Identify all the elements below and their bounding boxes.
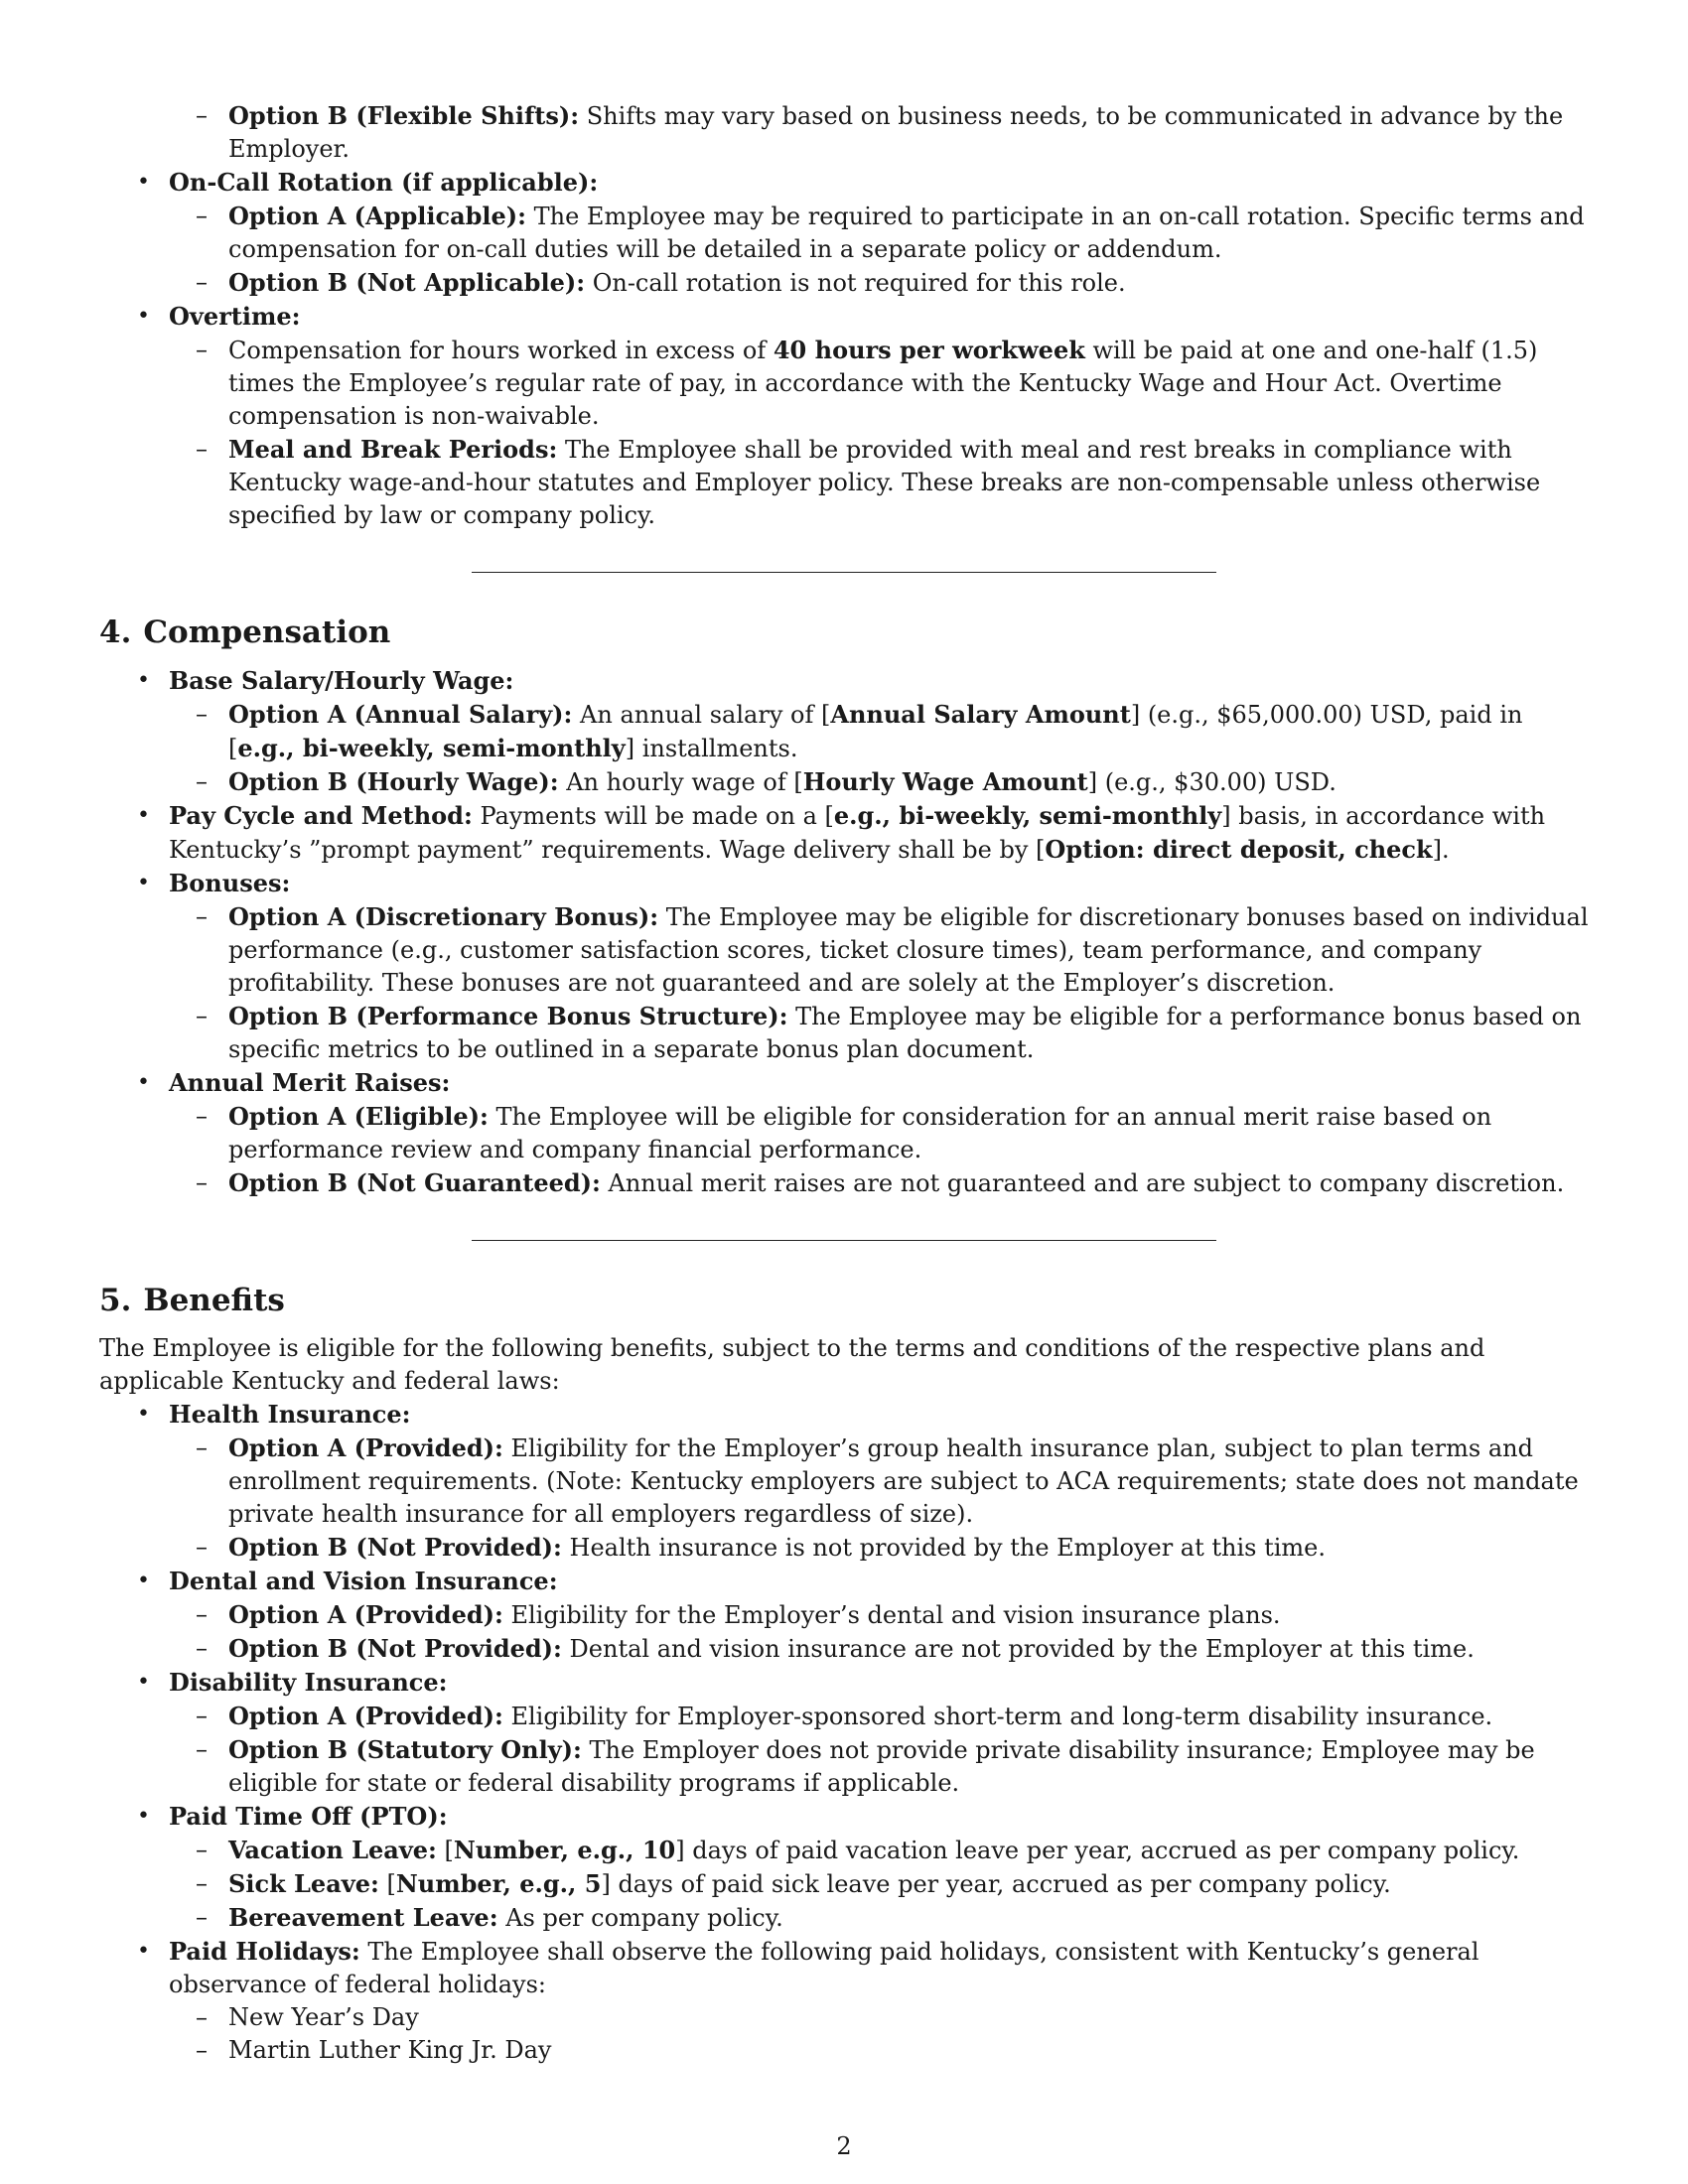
item-text: The Employee shall observe the following paid holidays, consistent with Kentucky’s general observance of federal holidays:	[169, 1938, 1479, 1998]
list-item	[99, 664, 1589, 698]
item-label: Bonuses:	[169, 869, 291, 897]
item-text: will be paid at one and one-half (1.5) times the Employee’s regular rate of pay, in accordance with the Kentucky Wage and Hour Act. Overtime compensation is non-waivable.	[228, 337, 1538, 430]
option-label: Option B (Performance Bonus Structure):	[228, 1002, 788, 1030]
item-label: Base Salary/Hourly Wage:	[169, 666, 514, 695]
benefits-list	[99, 1398, 1589, 2067]
option-text: Eligibility for the Employer’s dental and vision insurance plans.	[502, 1601, 1281, 1629]
option-text: The Employee may be eligible for discretionary bonuses based on individual performance (e.g., customer satisfaction scores, ticket closure times), team performance, and company profitability. These bonuses are not guaranteed and are solely at the Employer’s discretion.	[228, 903, 1589, 997]
dash-marker: –	[196, 435, 208, 463]
option-label: Option A (Annual Salary):	[228, 700, 573, 729]
list-item	[99, 99, 1589, 166]
option-text: As per company policy.	[497, 1904, 783, 1932]
list-item	[99, 2001, 1589, 2034]
list-item	[99, 867, 1589, 900]
dash-marker: –	[196, 767, 208, 795]
dash-marker: –	[196, 202, 208, 229]
list-item	[99, 1666, 1589, 1700]
item-text: ].	[1432, 836, 1450, 864]
option-label: Option A (Provided):	[228, 1433, 503, 1462]
option-label: Bereavement Leave:	[228, 1903, 498, 1932]
bullet-marker: •	[137, 668, 150, 693]
item-label: Dental and Vision Insurance:	[169, 1567, 558, 1595]
holiday-name: Martin Luther King Jr. Day	[228, 2036, 552, 2064]
dash-marker: –	[196, 1102, 208, 1130]
option-text: Annual merit raises are not guaranteed and are subject to company discretion.	[600, 1169, 1565, 1197]
option-text: Eligibility for the Employer’s group health insurance plan, subject to plan terms and enrollment requirements. (Note: Kentucky employers are subject to ACA requirements; state does not mandate private health insurance for all employers regardless of size).	[228, 1434, 1579, 1528]
compensation-list	[99, 664, 1589, 1200]
option-label: Option A (Provided):	[228, 1600, 503, 1629]
option-label: Vacation Leave:	[228, 1836, 437, 1864]
option-text: The Employee may be required to participate in an on-call rotation. Specific terms and compensation for on-call duties will be detailed in a separate policy or addendum.	[228, 203, 1585, 263]
page-number: 2	[836, 2132, 852, 2160]
option-text: ] (e.g., $30.00) USD.	[1087, 768, 1336, 796]
dash-marker: –	[196, 700, 208, 728]
bullet-marker: •	[137, 871, 150, 895]
option-text: ] installments.	[625, 735, 798, 762]
option-text: ] days of paid vacation leave per year, accrued as per company policy.	[675, 1837, 1520, 1864]
list-item	[99, 1733, 1589, 1800]
bullet-marker: •	[137, 803, 150, 828]
option-label: Option A (Discretionary Bonus):	[228, 902, 659, 931]
bullet-marker: •	[137, 1804, 150, 1829]
benefits-intro: The Employee is eligible for the following benefits, subject to the terms and conditions of the respective plans and applicable Kentucky and federal laws:	[99, 1334, 1485, 1395]
dash-marker: –	[196, 1634, 208, 1662]
bullet-marker: •	[137, 1939, 150, 1964]
dash-marker: –	[196, 1600, 208, 1628]
placeholder-bold: Number, e.g., 10	[453, 1836, 676, 1864]
list-item	[99, 2034, 1589, 2067]
list-item	[99, 1432, 1589, 1531]
section-number: 5.	[99, 1283, 132, 1318]
horizontal-rule	[472, 572, 1216, 573]
list-item	[99, 1632, 1589, 1666]
item-label: Annual Merit Raises:	[169, 1068, 451, 1097]
list-item	[99, 1700, 1589, 1733]
dash-marker: –	[196, 1903, 208, 1931]
item-text: Compensation for hours worked in excess of	[228, 337, 774, 364]
list-item	[99, 1867, 1589, 1901]
option-label: Meal and Break Periods:	[228, 435, 558, 464]
list-item	[99, 1901, 1589, 1935]
option-text: An annual salary of [	[572, 701, 831, 729]
bullet-marker: •	[137, 1070, 150, 1095]
list-item	[99, 1598, 1589, 1632]
list-item	[99, 166, 1589, 200]
option-label: Option A (Eligible):	[228, 1102, 489, 1131]
option-label: Option B (Hourly Wage):	[228, 767, 559, 796]
option-label: Option B (Not Provided):	[228, 1533, 562, 1562]
dash-marker: –	[196, 1836, 208, 1863]
item-label: On-Call Rotation (if applicable):	[169, 168, 599, 197]
bullet-marker: •	[137, 170, 150, 195]
list-item	[99, 1166, 1589, 1200]
option-text: Dental and vision insurance are not provided by the Employer at this time.	[561, 1635, 1475, 1663]
item-label: Disability Insurance:	[169, 1668, 448, 1697]
dash-marker: –	[196, 1433, 208, 1461]
placeholder-bold: Option: direct deposit, check	[1045, 835, 1433, 864]
placeholder-bold: e.g., bi-weekly, semi-monthly	[237, 734, 626, 762]
dash-marker: –	[196, 1869, 208, 1897]
list-item	[99, 334, 1589, 433]
option-text: The Employer does not provide private disability insurance; Employee may be eligible for state or federal disability programs if applicable.	[228, 1736, 1535, 1797]
list-item	[99, 1000, 1589, 1066]
bullet-marker: •	[137, 1670, 150, 1695]
item-label: Overtime:	[169, 302, 301, 331]
option-label: Option A (Applicable):	[228, 202, 526, 230]
option-text: Shifts may vary based on business needs, to be communicated in advance by the Employer.	[228, 102, 1564, 163]
list-item	[99, 698, 1589, 765]
dash-marker: –	[196, 902, 208, 930]
option-label: Option B (Not Applicable):	[228, 268, 586, 297]
option-text: Health insurance is not provided by the Employer at this time.	[561, 1534, 1327, 1562]
dash-marker: –	[196, 1735, 208, 1763]
section-number: 4.	[99, 614, 132, 650]
list-item	[99, 900, 1589, 1000]
list-item	[99, 200, 1589, 266]
bullet-marker: •	[137, 1569, 150, 1593]
list-item	[99, 765, 1589, 799]
list-item	[99, 1066, 1589, 1100]
placeholder-bold: Number, e.g., 5	[395, 1869, 602, 1898]
bullet-marker: •	[137, 304, 150, 329]
option-text: On-call rotation is not required for this role.	[585, 269, 1126, 297]
list-item	[99, 300, 1589, 334]
item-bold: 40 hours per workweek	[773, 336, 1085, 364]
document-page	[99, 99, 1589, 2067]
horizontal-rule	[472, 1240, 1216, 1241]
item-label: Health Insurance:	[169, 1400, 411, 1429]
list-item	[99, 1398, 1589, 1432]
holiday-name: New Year’s Day	[228, 2003, 419, 2031]
dash-marker: –	[196, 101, 208, 129]
dash-marker: –	[196, 1168, 208, 1196]
option-text: An hourly wage of [	[558, 768, 803, 796]
list-item	[99, 1800, 1589, 1834]
placeholder-bold: Hourly Wage Amount	[802, 767, 1088, 796]
option-text: [	[378, 1870, 396, 1898]
option-label: Option B (Flexible Shifts):	[228, 101, 580, 130]
item-label: Paid Time Off (PTO):	[169, 1802, 448, 1831]
list-item	[99, 1565, 1589, 1598]
list-item	[99, 1935, 1589, 2001]
list-item	[99, 433, 1589, 532]
section-heading-benefits	[99, 1281, 1589, 1320]
dash-marker: –	[196, 336, 208, 363]
list-item	[99, 1531, 1589, 1565]
dash-marker: –	[196, 1002, 208, 1029]
option-label: Option B (Not Guaranteed):	[228, 1168, 601, 1197]
list-item	[99, 799, 1589, 867]
item-text: ] basis, in accordance with Kentucky’s ”prompt payment” requirements. Wage delivery shall be by [	[169, 802, 1546, 864]
option-text: The Employee shall be provided with meal and rest breaks in compliance with Kentucky wage-and-hour statutes and Employer policy. These breaks are non-compensable unless otherwise specified by law or company policy.	[228, 436, 1541, 529]
dash-marker: –	[196, 2003, 208, 2031]
option-label: Option B (Statutory Only):	[228, 1735, 582, 1764]
item-label: Paid Holidays:	[169, 1937, 360, 1966]
option-text: The Employee will be eligible for consideration for an annual merit raise based on performance review and company financial performance.	[228, 1103, 1492, 1163]
dash-marker: –	[196, 1533, 208, 1561]
list-item	[99, 1100, 1589, 1166]
option-text: ] days of paid sick leave per year, accrued as per company policy.	[601, 1870, 1391, 1898]
dash-marker: –	[196, 268, 208, 296]
option-text: ] (e.g., $65,000.00) USD, paid in [	[228, 701, 1523, 762]
option-text: [	[436, 1837, 454, 1864]
option-label: Option B (Not Provided):	[228, 1634, 562, 1663]
item-label: Pay Cycle and Method:	[169, 801, 473, 830]
option-label: Option A (Provided):	[228, 1702, 503, 1730]
section-heading-compensation	[99, 613, 1589, 652]
section-title: Benefits	[143, 1283, 285, 1318]
list-item	[99, 266, 1589, 300]
bullet-marker: •	[137, 1402, 150, 1427]
dash-marker: –	[196, 1702, 208, 1729]
placeholder-bold: Annual Salary Amount	[830, 700, 1131, 729]
option-label: Sick Leave:	[228, 1869, 379, 1898]
dash-marker: –	[196, 2036, 208, 2064]
option-text: The Employee may be eligible for a performance bonus based on specific metrics to be outlined in a separate bonus plan document.	[228, 1003, 1582, 1063]
section3-continued-list	[99, 99, 1589, 532]
option-text: Eligibility for Employer-sponsored short-term and long-term disability insurance.	[502, 1703, 1493, 1730]
placeholder-bold: e.g., bi-weekly, semi-monthly	[833, 801, 1222, 830]
list-item	[99, 1834, 1589, 1867]
section-title: Compensation	[143, 614, 391, 650]
item-text: Payments will be made on a [	[472, 802, 834, 830]
